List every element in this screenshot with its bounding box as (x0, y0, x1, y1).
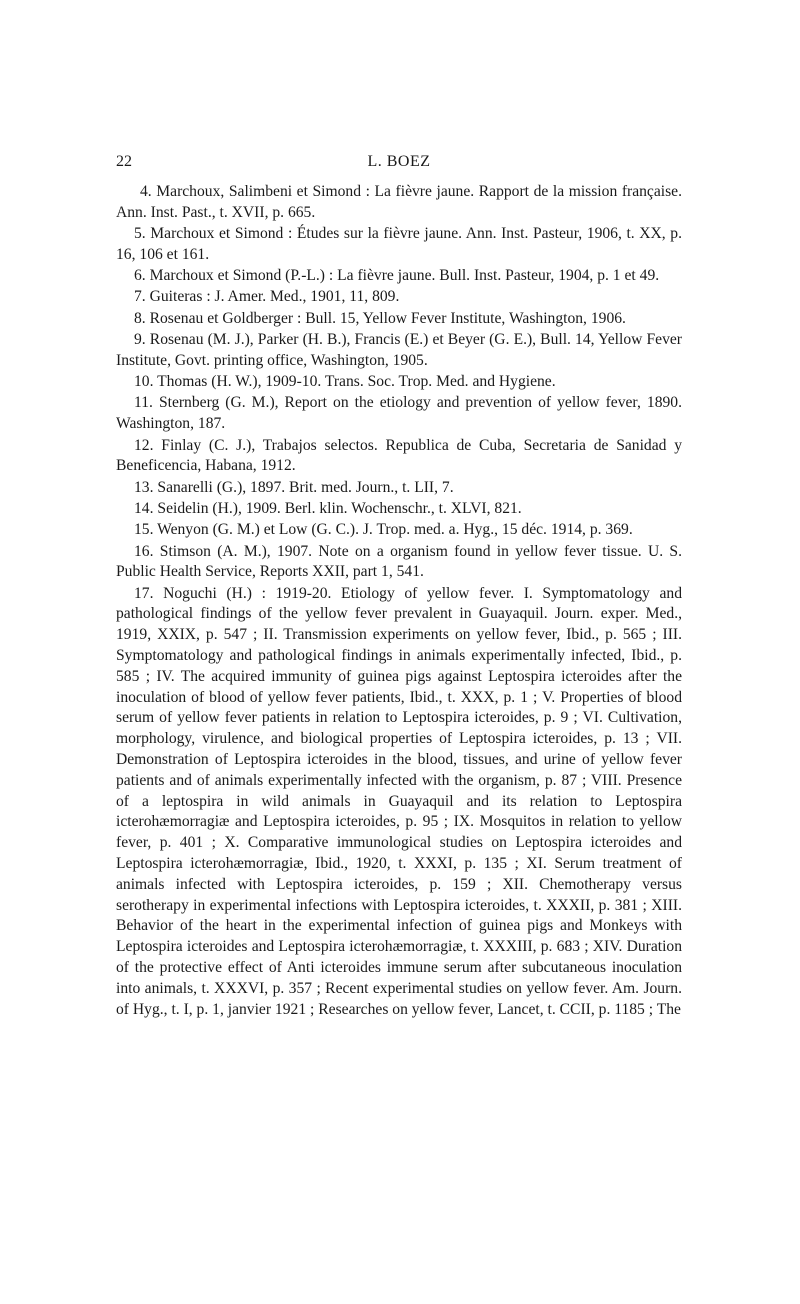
reference-item: 12. Finlay (C. J.), Trabajos selectos. Republica de Cuba, Secretaria de Sanidad y Beneficencia, Habana, 1912. (116, 436, 682, 475)
reference-item: 6. Marchoux et Simond (P.-L.) : La fièvre jaune. Bull. Inst. Pasteur, 1904, p. 1 et 49. (134, 267, 660, 285)
running-head (116, 152, 682, 174)
reference-item: 7. Guiteras : J. Amer. Med., 1901, 11, 809. (134, 288, 400, 306)
reference-item: 17. Noguchi (H.) : 1919-20. Etiology of yellow fever. I. Symptomatology and pathological findings of the yellow fever prevalent in Guayaquil. Journ. exper. Med., 1919, XXIX, p. 547 ; II. Transmission experiments on yellow fever, Ibid., p. 565 ; III. Symptomatology and pathological findings in animals experimentally infected, Ibid., p. 585 ; IV. The acquired immunity of guinea pigs against Leptospira icteroides after the inoculation of blood of yellow fever patients, Ibid., t. XXX, p. 1 ; V. Properties of blood serum of yellow fever patients in relation to Leptospira icteroides, p. 9 ; VI. Cultivation, morphology, virulence, and biological properties of Leptospira icteroides, p. 13 ; VII. Demonstration of Leptospira icteroides in the blood, tissues, and urine of yellow fever patients and of animals experimentally infected with the organism, p. 87 ; VIII. Presence of a leptospira in wild animals in Guayaquil and its relation to Leptospira icterohæmorragiæ and Leptospira icteroides, p. 95 ; IX. Mosquitos in relation to yellow fever, p. 401 ; X. Comparative immunological studies on Leptospira icteroides and Leptospira icterohæmorragiæ, Ibid., 1920, t. XXXI, p. 135 ; XI. Serum treatment of animals infected with Leptospira icteroides, p. 159 ; XII. Chemotherapy versus serotherapy in experimental infections with Leptospira icteroides, t. XXXII, p. 381 ; XIII. Behavior of the heart in the experimental infection of guinea pigs and Monkeys with Leptospira icteroides and Leptospira icterohæmorragiæ, t. XXXIII, p. 683 ; XIV. Duration of the protective effect of Anti icteroides immune serum after subcutaneous inoculation into animals, t. XXXVI, p. 357 ; Recent experimental studies on yellow fever. Am. Journ. of Hyg., t. I, p. 1, janvier 1921 ; Researches on yellow fever, Lancet, t. CCII, p. 1185 ; The (116, 584, 682, 1018)
reference-item: 14. Seidelin (H.), 1909. Berl. klin. Wochenschr., t. XLVI, 821. (134, 499, 522, 517)
page-number: 22 (116, 153, 132, 170)
reference-item: 16. Stimson (A. M.), 1907. Note on a organism found in yellow fever tissue. U. S. Public Health Service, Reports XXII, part 1, 541. (116, 542, 682, 581)
reference-item: 11. Sternberg (G. M.), Report on the etiology and prevention of yellow fever, 1890. Washington, 187. (116, 394, 682, 433)
reference-item: 13. Sanarelli (G.), 1897. Brit. med. Journ., t. LII, 7. (134, 478, 454, 496)
reference-item: 4. Marchoux, Salimbeni et Simond : La fièvre jaune. Rapport de la mission française. Ann. Inst. Past., t. XVII, p. 665. (116, 183, 682, 221)
reference-item: 10. Thomas (H. W.), 1909-10. Trans. Soc. Trop. Med. and Hygiene. (134, 373, 556, 391)
reference-item: 15. Wenyon (G. M.) et Low (G. C.). J. Trop. med. a. Hyg., 15 déc. 1914, p. 369. (134, 521, 633, 539)
reference-list (116, 182, 682, 1020)
page (116, 152, 682, 1021)
running-title: L. BOEZ (367, 153, 431, 170)
reference-item: 8. Rosenau et Goldberger : Bull. 15, Yellow Fever Institute, Washington, 1906. (134, 309, 626, 327)
reference-item: 9. Rosenau (M. J.), Parker (H. B.), Francis (E.) et Beyer (G. E.), Bull. 14, Yellow Fever Institute, Govt. printing office, Washington, 1905. (116, 331, 682, 369)
reference-item: 5. Marchoux et Simond : Études sur la fièvre jaune. Ann. Inst. Pasteur, 1906, t. XX, p. 16, 106 et 161. (116, 225, 682, 263)
